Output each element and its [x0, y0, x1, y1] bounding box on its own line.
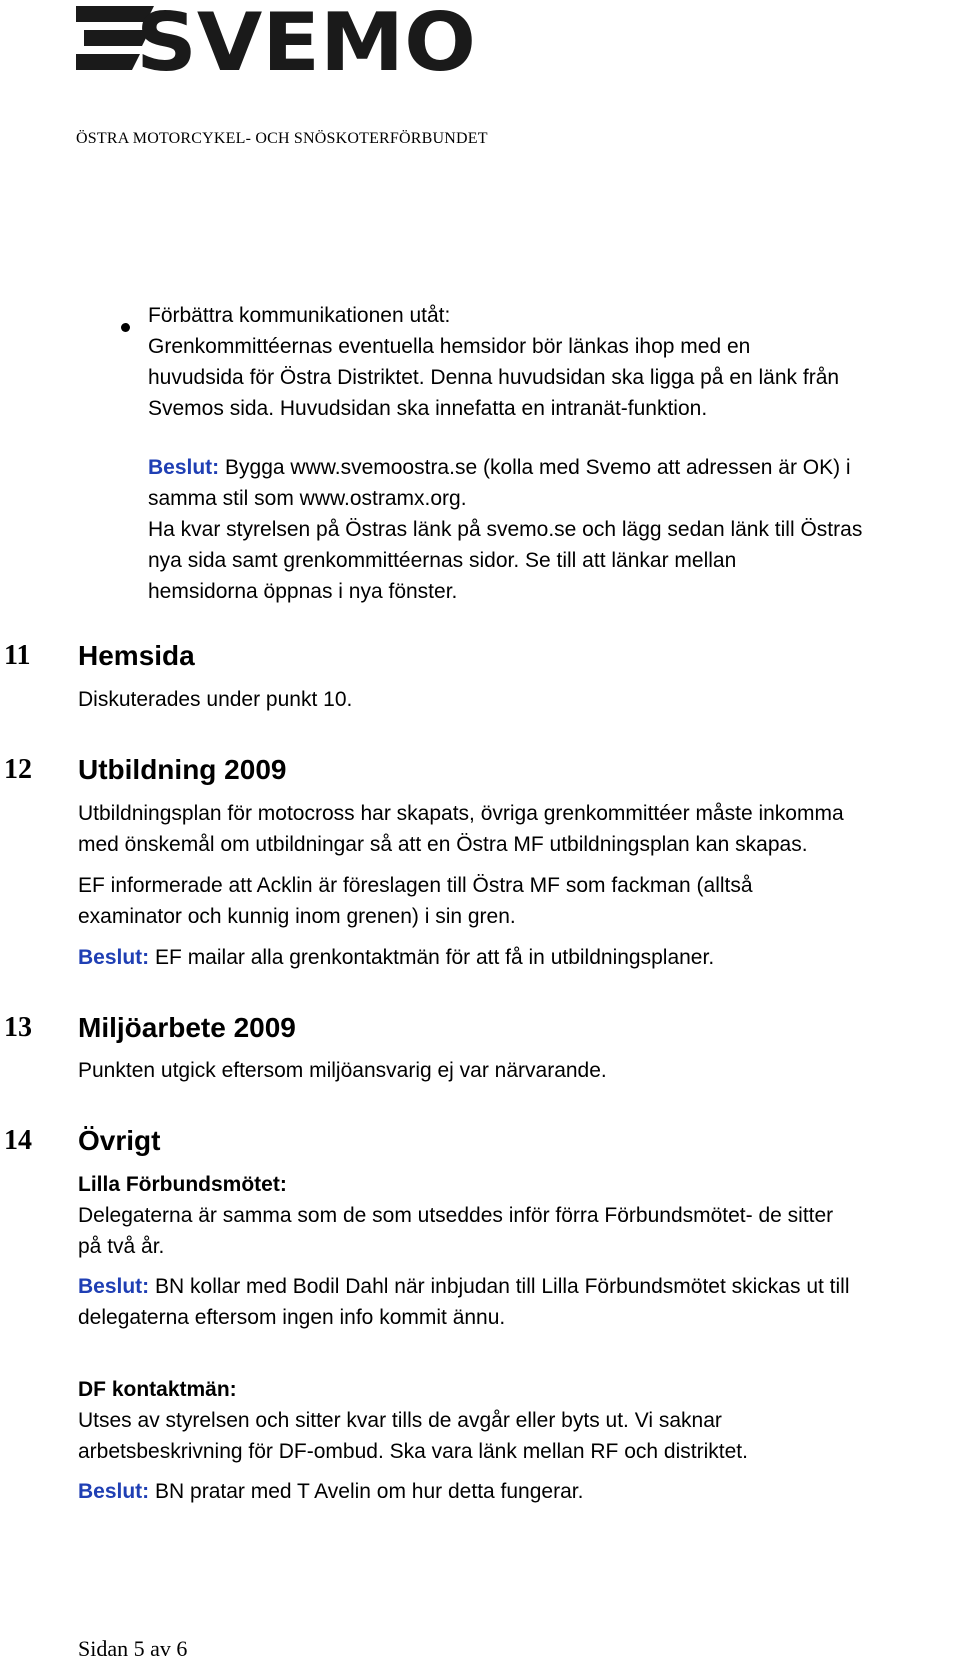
bullet-dot — [121, 323, 130, 332]
org-name: ÖSTRA MOTORCYKEL- OCH SNÖSKOTERFÖRBUNDET — [76, 130, 488, 147]
section-14-heading — [0, 1125, 900, 1165]
bullet-line: Grenkommittéernas eventuella hemsidor bör länkas ihop med en — [148, 335, 751, 358]
bullet-line: Svemos sida. Huvudsidan ska innefatta en intranät-funktion. — [148, 397, 708, 420]
section-number: 11 — [4, 640, 31, 671]
section-12-p1: Utbildningsplan för motocross har skapats, övriga grenkommittéer måste inkomma med önskemål om utbildningar så att en Östra MF utbildningsplan kan skapas. — [78, 802, 844, 856]
bullet-line: Förbättra kommunikationen utåt: — [148, 304, 451, 327]
bullet-line: huvudsida för Östra Distriktet. Denna huvudsidan ska ligga på en länk från — [148, 366, 840, 389]
section-title: Hemsida — [78, 640, 195, 671]
svemo-logo — [76, 2, 496, 74]
beslut-line: nya sida samt grenkommittéernas sidor. Se till att länkar mellan — [148, 549, 737, 572]
df-heading: DF kontaktmän: — [78, 1378, 237, 1401]
section-number: 13 — [4, 1012, 32, 1043]
svg-text:SVEMO: SVEMO — [136, 2, 476, 74]
beslut-label: Beslut: — [78, 1275, 150, 1298]
beslut-label: Beslut: — [148, 456, 220, 479]
section-11-text: Diskuterades under punkt 10. — [78, 688, 353, 711]
beslut-line: samma stil som www.ostramx.org. — [148, 487, 467, 510]
section-13-text: Punkten utgick eftersom miljöansvarig ej var närvarande. — [78, 1059, 607, 1082]
section-14-beslut-1: Beslut: BN kollar med Bodil Dahl när inbjudan till Lilla Förbundsmötet skickas ut till delegaterna eftersom ingen info kommit ännu. — [78, 1275, 850, 1329]
section-title: Miljöarbete 2009 — [78, 1012, 296, 1043]
section-12-p2: EF informerade att Acklin är föreslagen till Östra MF som fackman (alltså examinator och kunnig inom grenen) i sin gren. — [78, 874, 753, 928]
beslut-line: Ha kvar styrelsen på Östras länk på svemo.se och lägg sedan länk till Östras — [148, 518, 863, 541]
page-number: Sidan 5 av 6 — [78, 1636, 188, 1661]
bullet-text — [148, 300, 839, 424]
section-number: 12 — [4, 754, 32, 785]
section-14-beslut-2: Beslut: BN pratar med T Avelin om hur detta fungerar. — [78, 1480, 584, 1503]
section-title: Utbildning 2009 — [78, 754, 287, 785]
df-block: DF kontaktmän: Utses av styrelsen och sitter kvar tills de avgår eller byts ut. Vi saknar arbetsbeskrivning för DF-ombud. Ska vara länk mellan RF och distriktet. — [78, 1374, 748, 1467]
section-12-heading — [0, 754, 900, 794]
section-title: Övrigt — [78, 1125, 161, 1156]
lilla-heading: Lilla Förbundsmötet: — [78, 1173, 287, 1196]
beslut-label: Beslut: — [78, 1480, 150, 1503]
section-13-heading — [0, 1012, 900, 1052]
beslut-line: Beslut: Bygga www.svemoostra.se (kolla med Svemo att adressen är OK) i — [148, 456, 851, 479]
beslut-line: hemsidorna öppnas i nya fönster. — [148, 580, 458, 603]
beslut-label: Beslut: — [78, 946, 150, 969]
section-12-beslut: Beslut: EF mailar alla grenkontaktmän för att få in utbildningsplaner. — [78, 946, 715, 969]
lilla-block: Lilla Förbundsmötet: Delegaterna är samma som de som utseddes inför förra Förbundsmötet- de sitter på två år. — [78, 1169, 833, 1262]
section-number: 14 — [4, 1125, 32, 1156]
section-11-heading — [0, 640, 900, 680]
bullet-beslut — [148, 452, 862, 607]
